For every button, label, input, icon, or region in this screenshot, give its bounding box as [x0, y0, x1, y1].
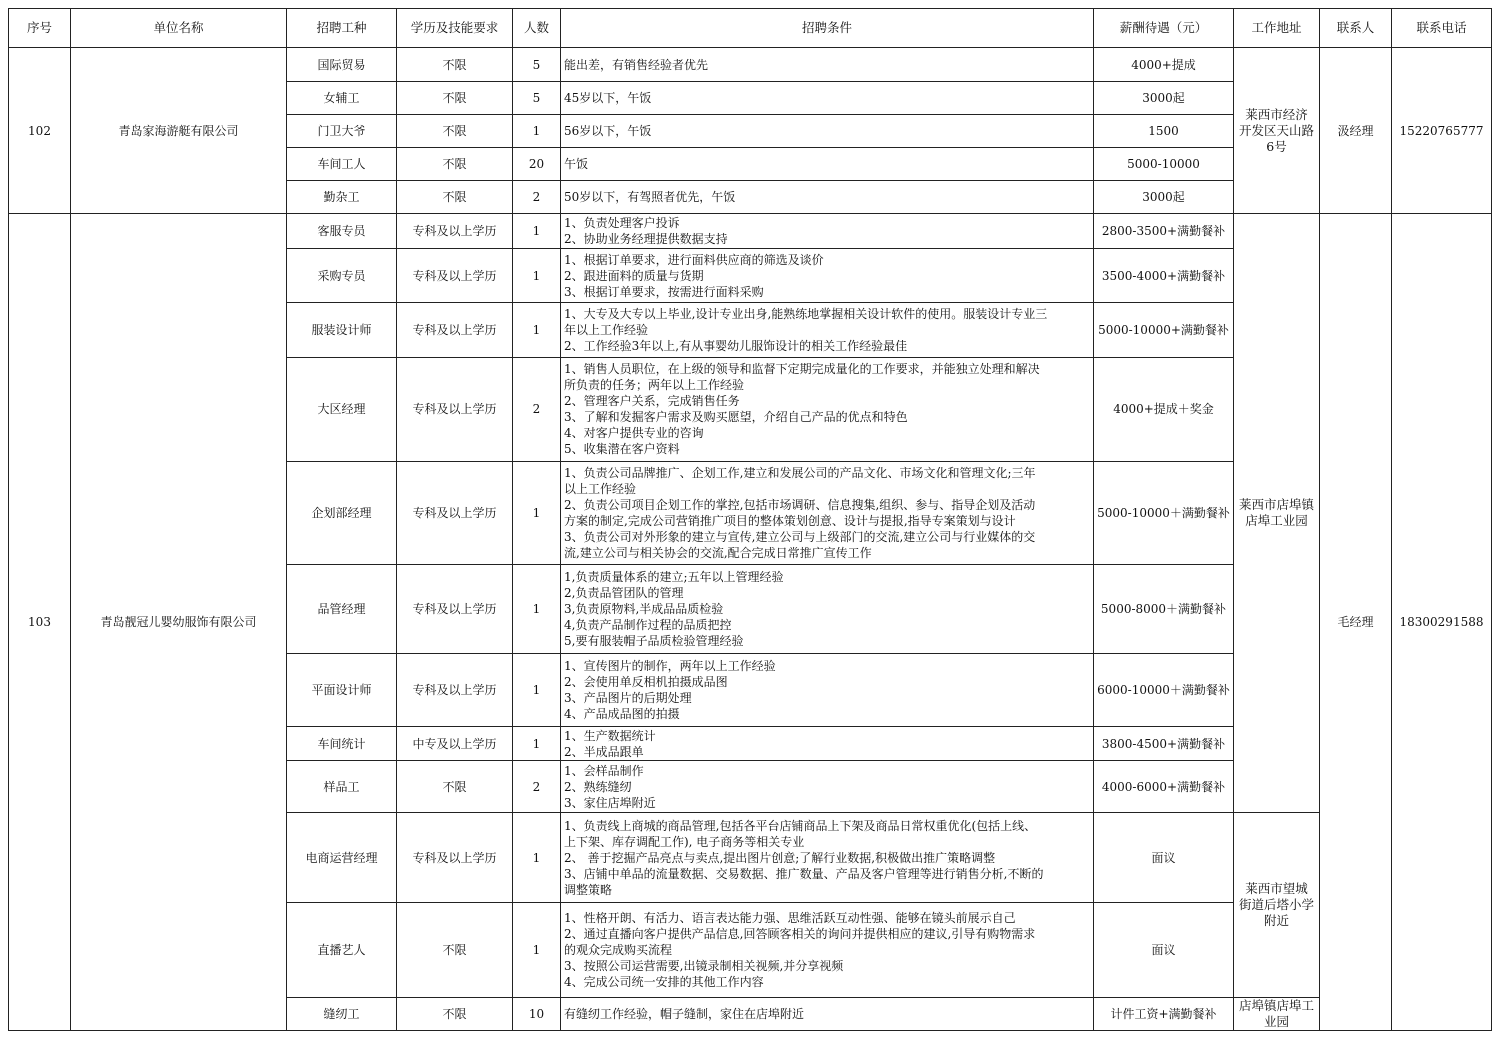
address-line: 店埠工业园: [1245, 513, 1308, 529]
job-title: 缝纫工: [287, 997, 397, 1030]
headcount: 1: [513, 813, 561, 902]
education-requirement: 专科及以上学历: [397, 813, 513, 902]
job-title: 国际贸易: [287, 48, 397, 82]
condition-line: 5,要有服装帽子品质检验管理经验: [564, 634, 744, 649]
education-requirement: 不限: [397, 181, 513, 214]
job-conditions: [561, 761, 1094, 813]
headcount: 2: [513, 357, 561, 461]
headcount: 1: [513, 249, 561, 303]
row-number: 102: [9, 48, 71, 214]
salary: 1500: [1094, 115, 1234, 148]
job-conditions: [561, 902, 1094, 997]
condition-line: 2,负责品管团队的管理: [564, 586, 684, 601]
condition-line: 1、宣传图片的制作，两年以上工作经验: [564, 659, 776, 674]
condition-line: 3、负责公司对外形象的建立与宣传,建立公司与上级部门的交流,建立公司与行业媒体的交: [564, 529, 1036, 544]
salary: 5000-10000+满勤餐补: [1094, 303, 1234, 357]
header-count: 人数: [513, 9, 561, 48]
company-name: 青岛靓冠儿婴幼服饰有限公司: [71, 214, 287, 1031]
salary: 计件工资+满勤餐补: [1094, 997, 1234, 1030]
address-line: 莱西市望城: [1245, 881, 1308, 897]
contact-phone: 18300291588: [1392, 214, 1492, 1031]
header-phone: 联系电话: [1392, 9, 1492, 48]
header-address: 工作地址: [1234, 9, 1320, 48]
condition-line: 上下架、库存调配工作), 电子商务等相关专业: [564, 834, 805, 849]
condition-line: 所负责的任务；两年以上工作经验: [564, 378, 745, 393]
condition-line: 3、产品图片的后期处理: [564, 691, 692, 706]
condition-line: 2、熟练缝纫: [564, 779, 632, 794]
condition-line: 1、性格开朗、有活力、语言表达能力强、思维活跃互动性强、能够在镜头前展示自己: [564, 910, 1016, 925]
headcount: 1: [513, 727, 561, 761]
condition-line: 1,负责质量体系的建立;五年以上管理经验: [564, 570, 784, 585]
header-job: 招聘工种: [287, 9, 397, 48]
table-row: [9, 48, 1492, 82]
education-requirement: 不限: [397, 148, 513, 181]
job-title: 直播艺人: [287, 902, 397, 997]
condition-line: 流,建立公司与相关协会的交流,配合完成日常推广宣传工作: [564, 545, 872, 560]
condition-line: 50岁以下，有驾照者优先，午饭: [564, 190, 736, 205]
salary: 3800-4500+满勤餐补: [1094, 727, 1234, 761]
job-conditions: [561, 813, 1094, 902]
job-conditions: [561, 82, 1094, 115]
header-conditions: 招聘条件: [561, 9, 1094, 48]
salary: 2800-3500+满勤餐补: [1094, 214, 1234, 249]
work-address: [1234, 997, 1320, 1030]
condition-line: 有缝纫工作经验，帽子缝制，家住在店埠附近: [564, 1006, 805, 1021]
address-line: 街道后塔小学: [1238, 897, 1314, 913]
recruitment-sheet: [8, 8, 1491, 1031]
education-requirement: 专科及以上学历: [397, 303, 513, 357]
condition-line: 4、完成公司统一安排的其他工作内容: [564, 974, 764, 989]
job-conditions: [561, 115, 1094, 148]
headcount: 1: [513, 461, 561, 564]
education-requirement: 不限: [397, 48, 513, 82]
condition-line: 方案的制定,完成公司营销推广项目的整体策划创意、设计与提报,指导专案策划与设计: [564, 513, 1016, 528]
work-address: [1234, 48, 1320, 214]
job-title: 车间统计: [287, 727, 397, 761]
education-requirement: 不限: [397, 761, 513, 813]
condition-line: 年以上工作经验: [564, 323, 649, 338]
education-requirement: 不限: [397, 115, 513, 148]
salary: 3000起: [1094, 181, 1234, 214]
address-line: 莱西市经济: [1245, 106, 1308, 122]
job-title: 企划部经理: [287, 461, 397, 564]
contact-person: 毛经理: [1320, 214, 1392, 1031]
salary: 4000+提成: [1094, 48, 1234, 82]
job-title: 客服专员: [287, 214, 397, 249]
job-title: 服装设计师: [287, 303, 397, 357]
condition-line: 1、根据订单要求，进行面料供应商的筛选及谈价: [564, 252, 824, 267]
job-conditions: [561, 654, 1094, 727]
salary: 5000-8000＋满勤餐补: [1094, 565, 1234, 654]
condition-line: 的观众完成购买流程: [564, 942, 673, 957]
table-row: [9, 214, 1492, 249]
headcount: 5: [513, 82, 561, 115]
work-address: [1234, 214, 1320, 813]
work-address: [1234, 813, 1320, 997]
condition-line: 1、大专及大专以上毕业,设计专业出身,能熟练地掌握相关设计软件的使用。服装设计专业三: [564, 307, 1048, 322]
condition-line: 3、根据订单要求，按需进行面料采购: [564, 284, 764, 299]
headcount: 5: [513, 48, 561, 82]
contact-phone: 15220765777: [1392, 48, 1492, 214]
company-name: 青岛家海游艇有限公司: [71, 48, 287, 214]
salary: 3500-4000+满勤餐补: [1094, 249, 1234, 303]
condition-line: 1、销售人员职位，在上级的领导和监督下定期完成量化的工作要求，并能独立处理和解决: [564, 362, 1040, 377]
condition-line: 1、负责公司品牌推广、企划工作,建立和发展公司的产品文化、市场文化和管理文化;三年: [564, 465, 1036, 480]
address-line: 附近: [1263, 913, 1289, 929]
condition-line: 3,负责原物料,半成品品质检验: [564, 602, 724, 617]
job-title: 样品工: [287, 761, 397, 813]
address-line: 开发区天山路: [1238, 122, 1314, 138]
headcount: 1: [513, 565, 561, 654]
header-contact: 联系人: [1320, 9, 1392, 48]
job-title: 女辅工: [287, 82, 397, 115]
address-line: 莱西市店埠镇: [1238, 497, 1314, 513]
job-conditions: [561, 461, 1094, 564]
condition-line: 调整策略: [564, 882, 613, 897]
headcount: 2: [513, 181, 561, 214]
condition-line: 3、家住店埠附近: [564, 795, 656, 810]
condition-line: 能出差，有销售经验者优先: [564, 57, 709, 72]
job-conditions: [561, 214, 1094, 249]
salary: 面议: [1094, 902, 1234, 997]
condition-line: 3、了解和发掘客户需求及购买愿望，介绍自己产品的优点和特色: [564, 410, 908, 425]
education-requirement: 中专及以上学历: [397, 727, 513, 761]
job-conditions: [561, 727, 1094, 761]
condition-line: 2、工作经验3年以上,有从事婴幼儿服饰设计的相关工作经验最佳: [564, 339, 908, 354]
address-line: 业园: [1263, 1013, 1289, 1029]
condition-line: 1、负责线上商城的商品管理,包括各平台店铺商品上下架及商品日常权重优化(包括上线、: [564, 818, 1037, 833]
job-conditions: [561, 48, 1094, 82]
header-company: 单位名称: [71, 9, 287, 48]
condition-line: 4、对客户提供专业的咨询: [564, 426, 704, 441]
headcount: 1: [513, 115, 561, 148]
condition-line: 3、店铺中单品的流量数据、交易数据、推广数量、产品及客户管理等进行销售分析,不断的: [564, 866, 1044, 881]
salary: 6000-10000＋满勤餐补: [1094, 654, 1234, 727]
job-title: 电商运营经理: [287, 813, 397, 902]
condition-line: 2、通过直播向客户提供产品信息,回答顾客相关的询问并提供相应的建议,引导有购物需求: [564, 926, 1036, 941]
salary: 面议: [1094, 813, 1234, 902]
condition-line: 2、会使用单反相机拍摄成品图: [564, 675, 728, 690]
header-row: [9, 9, 1492, 48]
job-title: 车间工人: [287, 148, 397, 181]
education-requirement: 专科及以上学历: [397, 461, 513, 564]
education-requirement: 专科及以上学历: [397, 249, 513, 303]
condition-line: 午饭: [564, 157, 589, 172]
job-title: 平面设计师: [287, 654, 397, 727]
education-requirement: 不限: [397, 902, 513, 997]
condition-line: 1、生产数据统计: [564, 728, 656, 743]
headcount: 1: [513, 214, 561, 249]
headcount: 10: [513, 997, 561, 1030]
contact-person: 汲经理: [1320, 48, 1392, 214]
job-conditions: [561, 249, 1094, 303]
job-title: 勤杂工: [287, 181, 397, 214]
job-title: 品管经理: [287, 565, 397, 654]
condition-line: 2、管理客户关系，完成销售任务: [564, 394, 740, 409]
recruitment-table: [8, 8, 1492, 1031]
header-no: 序号: [9, 9, 71, 48]
job-title: 大区经理: [287, 357, 397, 461]
education-requirement: 专科及以上学历: [397, 654, 513, 727]
condition-line: 2、跟进面料的质量与货期: [564, 268, 704, 283]
header-edu: 学历及技能要求: [397, 9, 513, 48]
condition-line: 1、会样品制作: [564, 763, 644, 778]
condition-line: 4、产品成品图的拍摄: [564, 707, 680, 722]
salary: 5000-10000＋满勤餐补: [1094, 461, 1234, 564]
job-title: 采购专员: [287, 249, 397, 303]
header-salary: 薪酬待遇（元）: [1094, 9, 1234, 48]
education-requirement: 专科及以上学历: [397, 214, 513, 249]
job-conditions: [561, 565, 1094, 654]
condition-line: 56岁以下，午饭: [564, 124, 652, 139]
condition-line: 4,负责产品制作过程的品质把控: [564, 618, 732, 633]
salary: 5000-10000: [1094, 148, 1234, 181]
job-conditions: [561, 997, 1094, 1030]
education-requirement: 专科及以上学历: [397, 565, 513, 654]
headcount: 20: [513, 148, 561, 181]
condition-line: 以上工作经验: [564, 481, 637, 496]
condition-line: 5、收集潜在客户资料: [564, 442, 680, 457]
condition-line: 3、按照公司运营需要,出镜录制相关视频,并分享视频: [564, 958, 844, 973]
education-requirement: 专科及以上学历: [397, 357, 513, 461]
headcount: 2: [513, 761, 561, 813]
address-line: 店埠镇店埠工: [1238, 997, 1314, 1013]
condition-line: 1、负责处理客户投诉: [564, 216, 680, 231]
condition-line: 45岁以下，午饭: [564, 91, 652, 106]
job-conditions: [561, 181, 1094, 214]
salary: 4000-6000+满勤餐补: [1094, 761, 1234, 813]
headcount: 1: [513, 902, 561, 997]
salary: 4000+提成＋奖金: [1094, 357, 1234, 461]
salary: 3000起: [1094, 82, 1234, 115]
education-requirement: 不限: [397, 82, 513, 115]
education-requirement: 不限: [397, 997, 513, 1030]
job-conditions: [561, 357, 1094, 461]
condition-line: 2、协助业务经理提供数据支持: [564, 232, 728, 247]
condition-line: 2、半成品跟单: [564, 744, 644, 759]
condition-line: 2、负责公司项目企划工作的掌控,包括市场调研、信息搜集,组织、参与、指导企划及活动: [564, 497, 1036, 512]
address-line: 6号: [1266, 138, 1287, 154]
job-conditions: [561, 303, 1094, 357]
row-number: 103: [9, 214, 71, 1031]
headcount: 1: [513, 654, 561, 727]
condition-line: 2、 善于挖掘产品亮点与卖点,提出图片创意;了解行业数据,积极做出推广策略调整: [564, 850, 996, 865]
job-title: 门卫大爷: [287, 115, 397, 148]
job-conditions: [561, 148, 1094, 181]
headcount: 1: [513, 303, 561, 357]
